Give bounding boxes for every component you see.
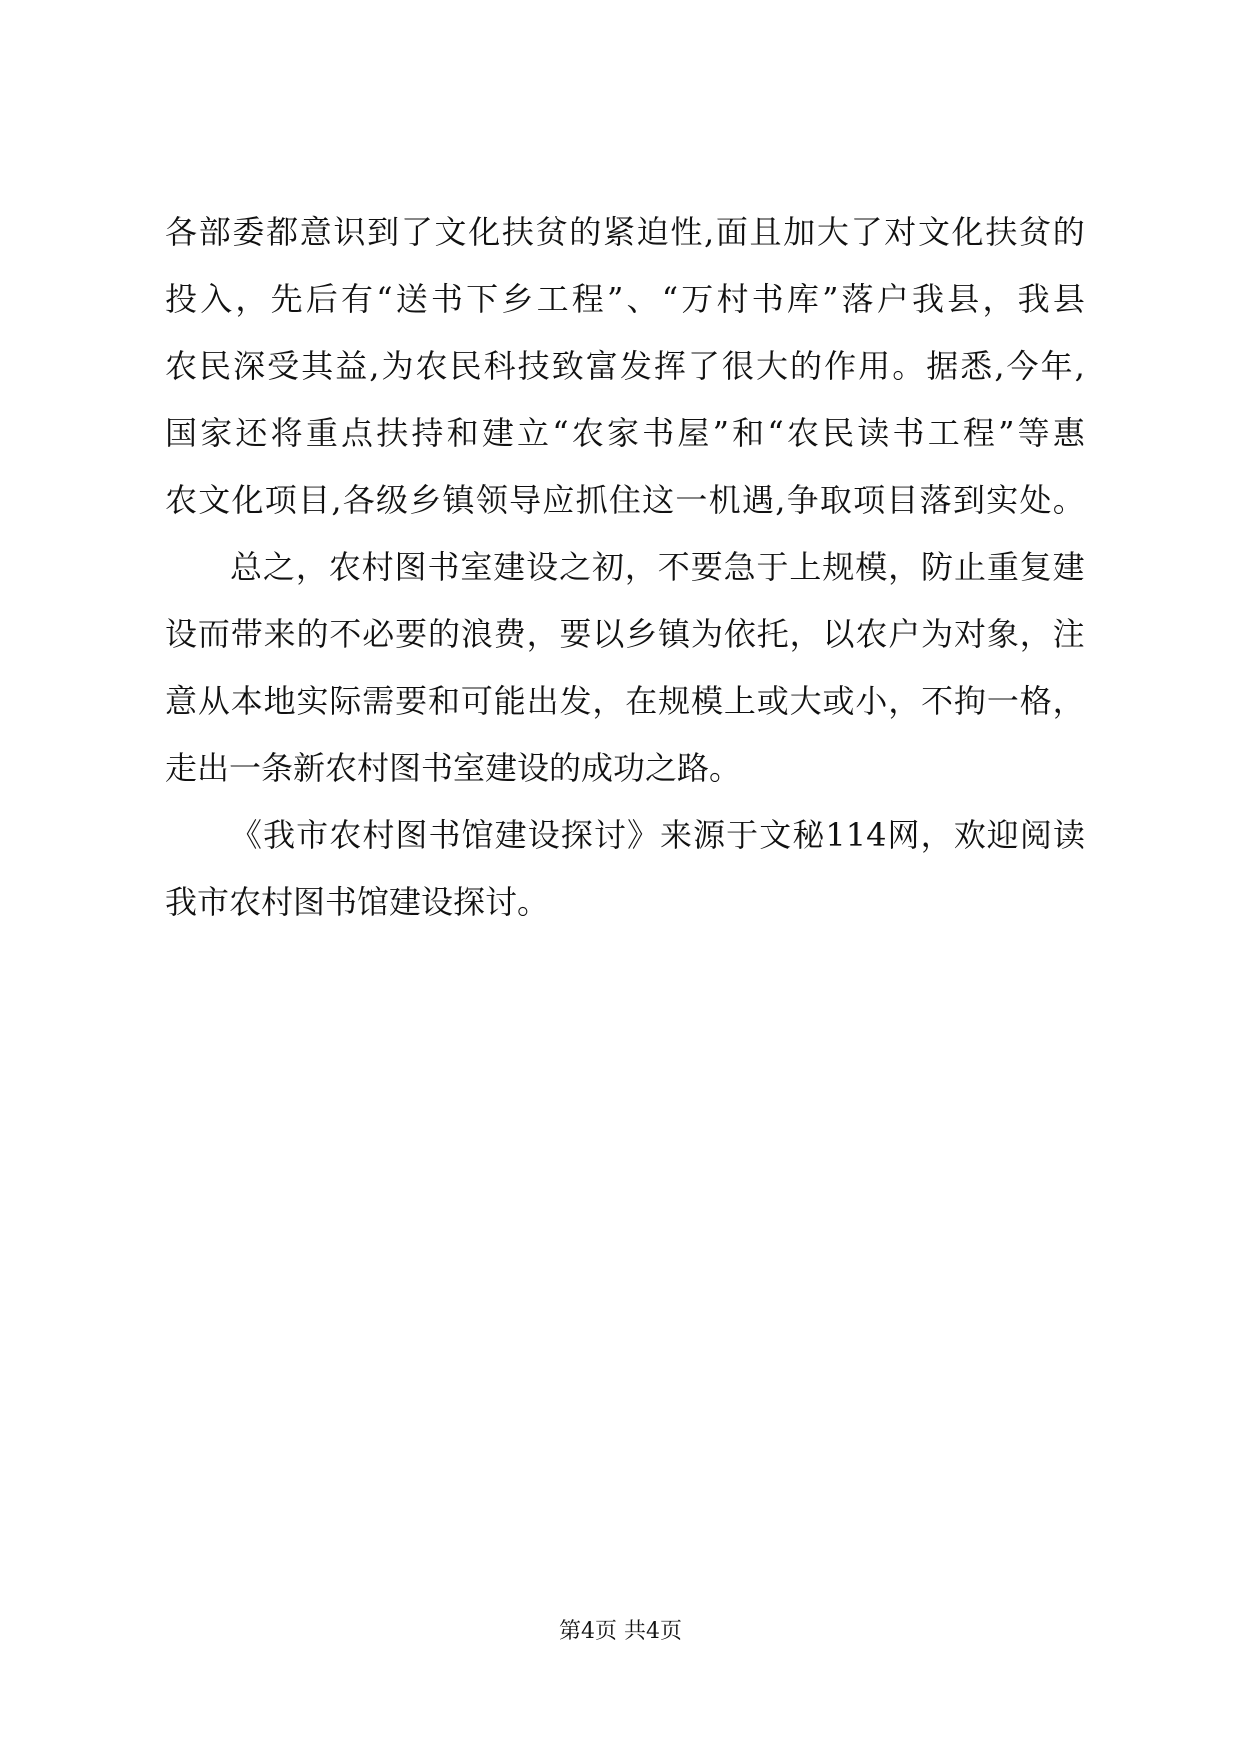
page-footer: 第4页 共4页 (559, 1619, 682, 1644)
paragraph-line: 意 从 本 地 实 际 需 要 和 可 能 出 发 ， 在 规 模 上 或 大 或 小 ， 不 拘 一 格 ， (165, 682, 1085, 720)
paragraph-line: 我市农村图书馆建设探讨。 (165, 883, 550, 921)
paragraph-line: 农 民 深 受 其 益 , 为 农 民 科 技 致 富 发 挥 了 很 大 的 作 用 。 据 悉 , 今 年 , (165, 347, 1085, 385)
paragraph-line: 国 家 还 将 重 点 扶 持 和 建 立 “ 农 家 书 屋 ” 和 “ 农 民 读 书 工 程 ” 等 惠 (165, 414, 1085, 452)
paragraph-line: 投 入 ， 先 后 有 “ 送 书 下 乡 工 程 ” 、 “ 万 村 书 库 ” 落 户 我 县 ， 我 县 (165, 280, 1085, 318)
paragraph-line: 走出一条新农村图书室建设的成功之路。 (165, 749, 742, 787)
paragraph-line: 总 之 ， 农 村 图 书 室 建 设 之 初 ， 不 要 急 于 上 规 模 ， 防 止 重 复 建 (230, 548, 1085, 586)
paragraph-line: 农 文 化 项 目 , 各 级 乡 镇 领 导 应 抓 住 这 一 机 遇 , 争 取 项 目 落 到 实 处 。 (165, 481, 1085, 519)
paragraph-line: 设 而 带 来 的 不 必 要 的 浪 费 ， 要 以 乡 镇 为 依 托 ， 以 农 户 为 对 象 ， 注 (165, 615, 1085, 653)
paragraph-line: 各 部 委 都 意 识 到 了 文 化 扶 贫 的 紧 迫 性 , 面 且 加 大 了 对 文 化 扶 贫 的 (165, 213, 1085, 251)
paragraph-line: 《 我 市 农 村 图 书 馆 建 设 探 讨 》 来 源 于 文 秘 114 网 ， 欢 迎 阅 读 (230, 816, 1085, 854)
